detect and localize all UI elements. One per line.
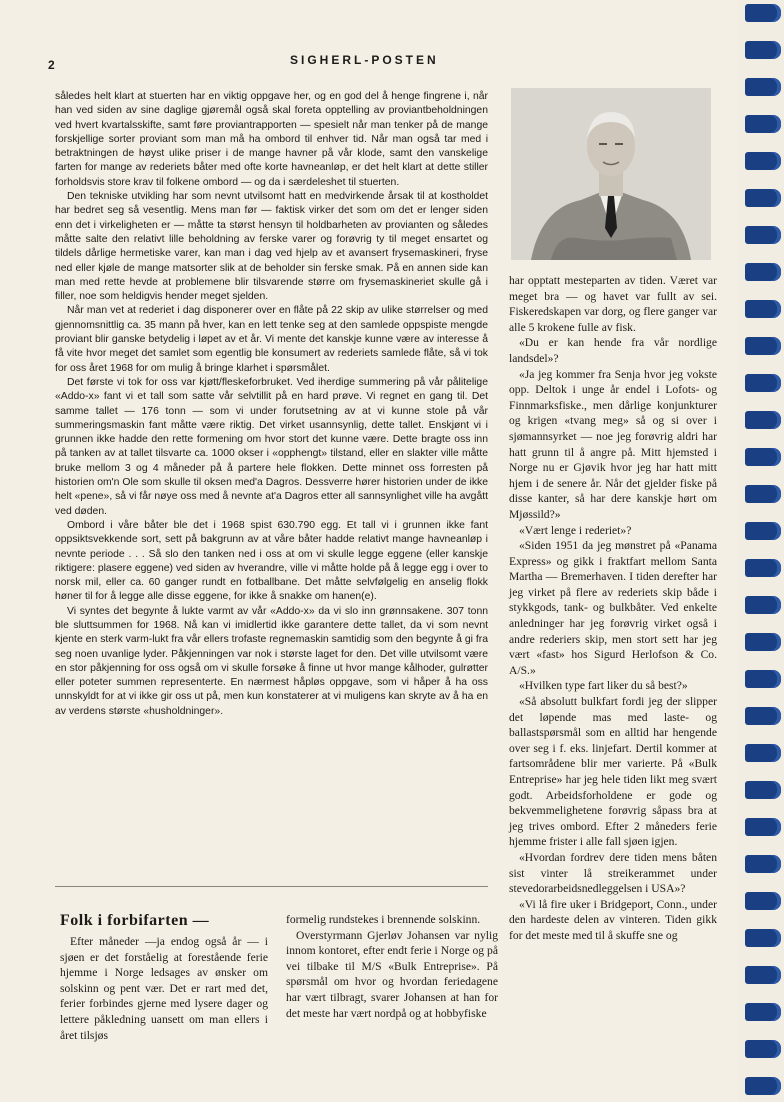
binding-ring [745,596,781,614]
binding-ring [745,1077,781,1095]
article-paragraph: Når man vet at rederiet i dag disponerer over en flåte på 22 skip av ulike størrelser og med gjennomsnittlig ca. 35 mann på hver, kan en lett tenke seg at den samlede oppspiste mengde proviant blir ganske betydelig i løpet av et år. Vi mente det kanskje kunne være av interesse å få vite hvor meget det samlet som egentlig ble konsumert av rederiets samlede flåte, så vi tok for oss året 1968 for om mulig å bringe klarhet i spørsmålet. [55,305,488,374]
binding-ring [745,781,781,799]
feature-paragraph: Efter måneder —ja endog også år — i sjøen er det forståelig at forestående ferie hjemme i Norge ledsages av ønsker om solskinn og pent vær. Det er rart med det, ferier forbindes gjerne med lysere dager og lettere påkledning uansett om man ellers i året tilsjøs [60,935,268,1042]
interview-paragraph: «Så absolutt bulkfart fordi jeg der slipper det løpende mas med laste- og ballastspørsmål som en alltid har hengende over seg i f. eks. linjefart. Dertil kommer at fartsområdene blir mer varierte. På «Bulk Entreprise» har jeg hele tiden likt meg svært godt. Arbeidsforholdene er gode og bekvemmelighetene forøvrig såpass bra at jeg trives ombord. Efter 2 måneders ferie hjemme frister i alle fall sjøen igjen. [509,695,717,849]
binding-ring [745,522,781,540]
interview-paragraph: «Vært lenge i rederiet»? [519,523,632,537]
interview-paragraph: «Siden 1951 da jeg mønstret på «Panama Express» og gikk i fraktfart mellom Santa Martha — Bremerhaven. I tiden derefter har jeg virket på flere av rederiets skip både i stykkgods, tank- og bulkbåter. Ved enkelte anledninger har jeg forøvrig virket også i andre rederiers skip, men stort sett har jeg vært «fast» hos Sigurd Herlofson & Co. A/S.» [509,539,717,677]
binding-ring [745,374,781,392]
feature-paragraph: Overstyrmann Gjerløv Johansen var nylig innom kontoret, efter endt ferie i Norge og på vei tilbake til M/S «Bulk Entreprise». På spørsmål om hvor og hvordan feriedagene har vært tilbragt, svarer Johansen at han for det meste har vært nordpå og at hobbyfiske [286,928,498,1020]
binding-ring [745,4,781,22]
article-column-left [55,90,488,719]
binding-ring [745,670,781,688]
interview-paragraph: har opptatt mesteparten av tiden. Været var meget bra — og havet var fullt av sei. Fiskeredskapen var dorg, og flere ganger var alle 5 krokene fulle av fisk. [509,274,717,334]
binding-ring [745,78,781,96]
binding-ring [745,1003,781,1021]
portrait-photo-image [511,88,711,260]
binding-ring [745,485,781,503]
binding-ring [745,226,781,244]
binding-ring [745,300,781,318]
article-paragraph: Ombord i våre båter ble det i 1968 spist 630.790 egg. Et tall vi i grunnen ikke fant oppsiktsvekkende sort, sett på bakgrunn av at våre båter hadde relativt mange havneanløp i nevnte periode . . . Så slo den tanken ned i oss at om vi skulle legge eggene (eller kanskje riktigere: plasere eggene) ved siden av hverandre, ville vi måtte holde på å legge egg i over to norsk mil, eller ca. 60 ganger rundt en fotballbane. Det måtte selvfølgelig en anselig flokk høner til for å legge alle disse eggene, for ikke å snakke om hanen(e). [55,519,488,603]
binding-ring [745,115,781,133]
page-number: 2 [48,58,55,72]
interview-paragraph: «Hvilken type fart liker du så best?» [519,679,688,693]
binding-ring [745,707,781,725]
interview-paragraph: «Ja jeg kommer fra Senja hvor jeg vokste opp. Deltok i unge år endel i Lofots- og Finnmarksfiske., men dårlige konjunkturer og krigen «tvang meg» så og si over i sjømannsyrket — noe jeg forøvrig aldri har hatt grunn til å angre på. Mitt hjemsted i Norge nu er Gjøvik hvor jeg har hatt mitt hjem i de senere år. Når det gjelder fiske på disse kanter, så har dere kanskje hørt om Mjøssild?» [509,367,717,521]
binding-ring [745,929,781,947]
binding-ring [745,337,781,355]
interview-paragraph: «Du er kan hende fra vår nordlige landsdel»? [509,336,717,365]
binding-ring [745,448,781,466]
feature-column-2 [286,912,498,1021]
binding-ring [745,744,781,762]
binding-ring [745,1040,781,1058]
interview-paragraph: «Hvordan fordrev dere tiden mens båten sist vinter lå streikerammet under stevedorarbeidsnedleggelsen i USA»? [509,850,717,896]
article-paragraph: således helt klart at stuerten har en viktig oppgave her, og en god del å henge fingrene i, når han ved siden av sine daglige gjøremål også skal foreta opptelling av proviantbeholdningen ved hvert kvartalsskifte, samt føre proviantrapporten — spesielt når man tenker på de mange forskjellige sorter proviant som man må ha ombord til enhver tid. Når man også tar med i betraktningen de høyst ulike priser i de mange havner på vår klode, samt den vanskelige farten for mange av rederiets båter med ofte korte havneanløp, er det helt klart at dette stiller forholdsvis store krav til folkene ombord — og da i særdeleshet til stuerten. [55,91,488,188]
binding-ring [745,152,781,170]
binding-ring [745,966,781,984]
article-column-right [509,273,717,944]
spiral-binding [738,0,784,1102]
binding-ring [745,263,781,281]
binding-ring [745,892,781,910]
binding-ring [745,41,781,59]
article-paragraph: Det første vi tok for oss var kjøtt/fleskeforbruket. Ved iherdige summering på vår pålitelige «Addo-x» fant vi et tall som satte vår selvtillit på en hard prøve. Vi regnet en gang til. Det samme tallet — 176 tonn — som vi under forutsetning av at vi kunne stole på vår summeringsmaskin fant måtte være riktig. Det virket usannsynlig, dette tallet. Enskjønt vi i grunnen ikke hadde den rette formening om hvor stort det kunne være. Dette bragte oss inn på tanken av at tallet tilsvarte ca. 1000 okser i «opphengt» tilstand, eller en slakter ville måtte bruke mellom 3 og 4 måneder på å partere hele flokken. Dette minnet oss forresten på historien om'n Ole som skulle til oksen med'a Dagros. Dessverre hører historien under de ikke helt «pene», så vi får nøye oss med å nevnte at'a Dagros etter all sannsynlighet ville ha avgått ved døden. [55,376,488,517]
feature-column-1 [60,912,268,1043]
binding-ring [745,818,781,836]
binding-ring [745,633,781,651]
article-paragraph: Vi syntes det begynte å lukte varmt av vår «Addo-x» da vi slo inn grønnsakene. 307 tonn ble sluttsummen for 1968. Nå kan vi imidlertid ikke garantere dette tallet, da vi som nevnt kjente en sterk varm-lukt fra vår ellers trofaste regnemaskin samtidig som den begynte å gi fra seg noen uvanlige lyder. Påkjenningen var nok i største laget for den. Det ville utvilsomt være en stor påkjenning for oss også om vi skulle forsøke å finne ut hvor mange kålhoder, gulrøtter eller poteter summen representerte. En nærmest håpløs oppgave, som vi håper å ha oss unnskyldt for at vi ikke gir oss ut på, men kun konstaterer at vi muligens kan skryte av å ha en av verdens største «husholdninger». [55,605,488,717]
feature-heading: Folk i forbifarten — [60,912,210,929]
binding-ring [745,411,781,429]
interview-paragraph: «Vi lå fire uker i Bridgeport, Conn., under den hardeste delen av vinteren. Tiden gikk for det meste med til å skuffe sne og [509,897,717,942]
binding-ring [745,189,781,207]
section-divider [55,886,488,887]
binding-ring [745,559,781,577]
feature-paragraph: formelig rundstekes i brennende solskinn. [286,913,481,926]
article-paragraph: Den tekniske utvikling har som nevnt utvilsomt hatt en medvirkende årsak til at kostholdet har bedret seg så vesentlig. Mens man før — faktisk virker det som om det er lenger siden enn det i virkeligheten er — måtte ta størst hensyn til holdbarheten av provianten og således måtte salte den relativt lille beholdning av ferske varer og forøvrig ty til meget ensartet og tildels dårlige hermetiske varer, kan man i dag ved hjelp av et avansert frysemaskineri, fryse ned eller kjøle de mange matsorter slik at de beholder sin ferske smak. På en annen side kan man med rette hevde at problemene blir tilsvarende større om frysemaskineriet skulle gå i filler, noe som heldigvis hender meget sjelden. [55,191,488,303]
binding-ring [745,855,781,873]
portrait-photo [511,88,711,260]
masthead-title: SIGHERL-POSTEN [290,53,439,67]
